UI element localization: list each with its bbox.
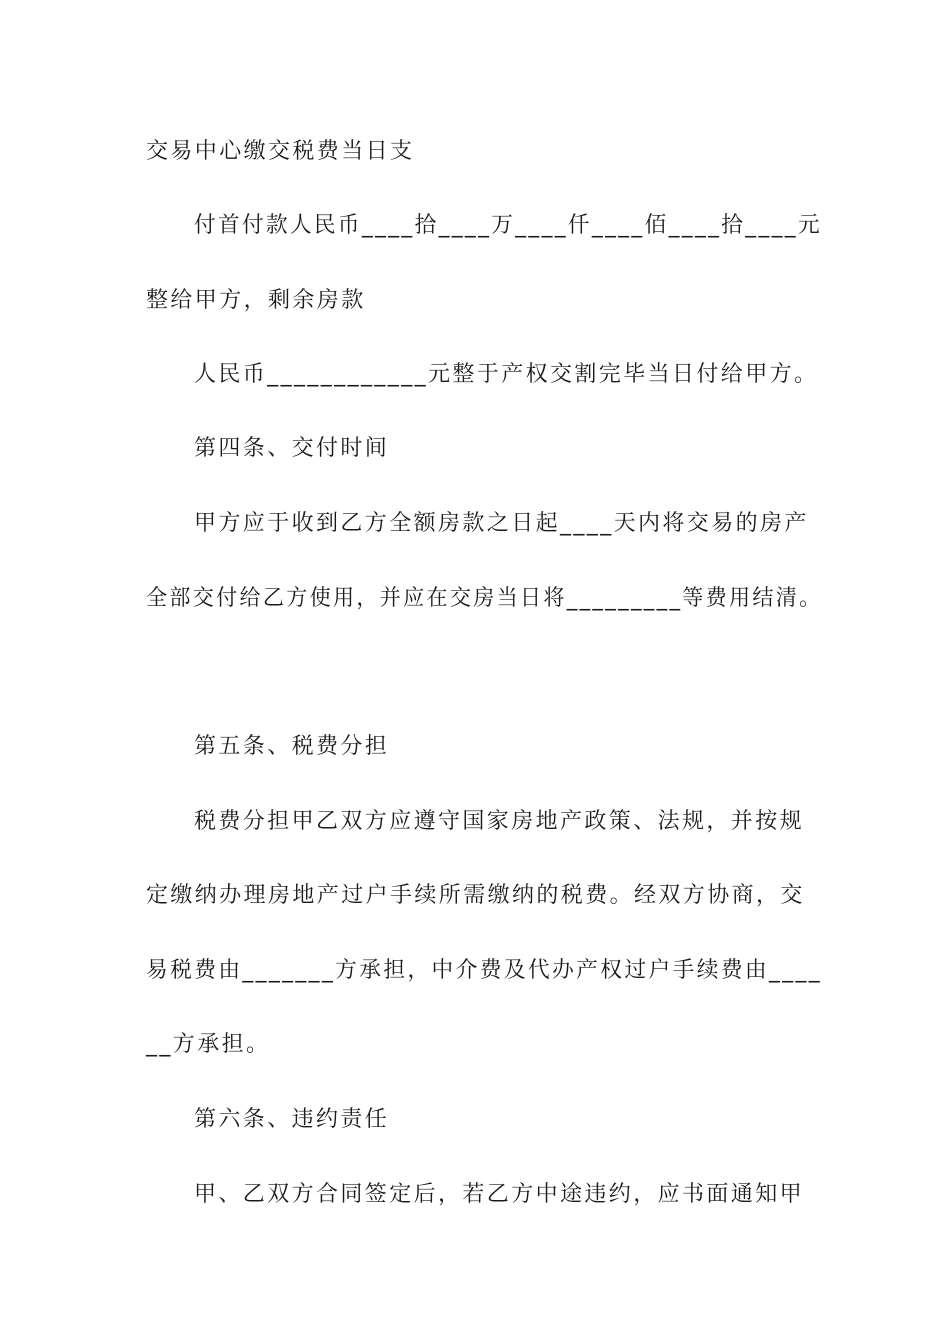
section-heading: 第五条、税费分担	[194, 734, 390, 759]
text-line: 全部交付给乙方使用，并应在交房当日将_________等费用结清。	[146, 586, 823, 611]
text-line: 人民币____________元整于产权交割完毕当日付给甲方。	[194, 362, 819, 387]
text-line: 易税费由_______方承担，中介费及代办产权过户手续费由____	[146, 958, 822, 983]
text-line: __方承担。	[146, 1032, 271, 1057]
text-line: 交易中心缴交税费当日支	[146, 139, 415, 164]
text-line: 定缴纳办理房地产过户手续所需缴纳的税费。经双方协商，交	[146, 883, 805, 908]
section-heading: 第六条、违约责任	[194, 1107, 390, 1132]
text-line: 税费分担甲乙双方应遵守国家房地产政策、法规，并按规	[194, 809, 805, 834]
section-heading: 第四条、交付时间	[194, 436, 390, 461]
text-line: 付首付款人民币____拾____万____仟____佰____拾____元	[194, 213, 822, 238]
text-line: 甲方应于收到乙方全额房款之日起____天内将交易的房产	[194, 511, 809, 536]
text-line: 整给甲方，剩余房款	[146, 288, 366, 313]
text-line: 甲、乙双方合同签定后，若乙方中途违约，应书面通知甲	[194, 1182, 805, 1207]
